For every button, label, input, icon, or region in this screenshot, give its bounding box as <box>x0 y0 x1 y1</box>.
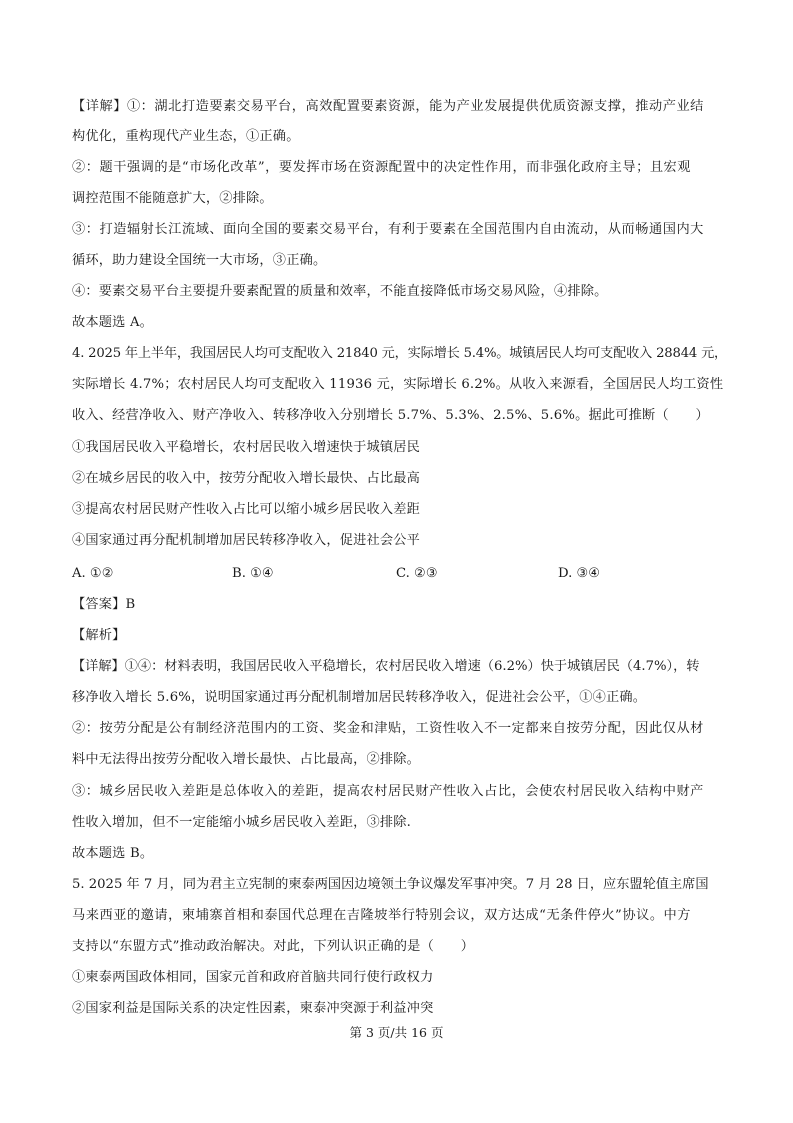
q4-stem-line-2: 实际增长 4.7%；农村居民人均可支配收入 11936 元，实际增长 6.2%。从收入来源看，全国居民人均工资性 <box>72 377 724 392</box>
q5-stem-line-3: 支持以“东盟方式”推动政治解决。对此，下列认识正确的是（ ） <box>72 939 475 954</box>
q3-detail-line-2: 构优化，重构现代产业生态，①正确。 <box>72 129 300 144</box>
q5-stem-line-1: 5. 2025 年 7 月，同为君主立宪制的柬泰两国因边境领土争议爆发军事冲突。7 月 28 日，应东盟轮值主席国 <box>72 877 709 892</box>
q4-detail-line-4: 料中无法得出按劳分配收入增长最快、占比最高，②排除。 <box>72 752 421 767</box>
q5-statement-2: ②国家利益是国际关系的决定性因素，柬泰冲突源于利益冲突 <box>72 1001 434 1016</box>
q4-detail-line-1: 【详解】①④：材料表明，我国居民收入平稳增长，农村居民收入增速（6.2%）快于城镇居民（4.7%），转 <box>72 659 700 674</box>
q4-conclusion: 故本题选 B。 <box>72 846 154 861</box>
q4-answer: 【答案】B <box>72 597 136 612</box>
q4-detail-line-3: ②：按劳分配是公有制经济范围内的工资、奖金和津贴，工资性收入不一定都来自按劳分配，因此仅从材 <box>72 721 704 736</box>
q4-analysis-label: 【解析】 <box>72 628 126 643</box>
q4-option-c: C. ②③ <box>396 566 438 581</box>
q4-statement-4: ④国家通过再分配机制增加居民转移净收入，促进社会公平 <box>72 533 421 548</box>
q3-detail-line-4: 调控范围不能随意扩大，②排除。 <box>72 191 273 206</box>
q4-option-b: B. ①④ <box>232 566 274 581</box>
q4-options <box>72 565 732 583</box>
q3-detail-line-7: ④：要素交易平台主要提升要素配置的质量和效率，不能直接降低市场交易风险，④排除。 <box>72 284 608 299</box>
page-footer: 第 3 页/共 16 页 <box>349 1025 444 1040</box>
q3-detail-line-1: 【详解】①：湖北打造要素交易平台，高效配置要素资源，能为产业发展提供优质资源支撑，推动产业结 <box>72 99 704 114</box>
q4-option-d: D. ③④ <box>558 566 601 581</box>
q4-detail-line-2: 移净收入增长 5.6%，说明国家通过再分配机制增加居民转移净收入，促进社会公平，①④正确。 <box>72 690 647 705</box>
q4-stem-line-3: 收入、经营净收入、财产净收入、转移净收入分别增长 5.7%、5.3%、2.5%、5.6%。据此可推断（ ） <box>72 408 709 423</box>
q3-detail-line-3: ②：题干强调的是“市场化改革”，要发挥市场在资源配置中的决定性作用，而非强化政府主导；且宏观 <box>72 160 692 175</box>
q4-detail-line-6: 性收入增加，但不一定能缩小城乡居民收入差距，③排除. <box>72 815 412 830</box>
q3-detail-line-6: 循环，助力建设全国统一大市场，③正确。 <box>72 253 327 268</box>
q4-statement-3: ③提高农村居民财产性收入占比可以缩小城乡居民收入差距 <box>72 502 421 517</box>
q5-stem-line-2: 马来西亚的邀请，柬埔寨首相和泰国代总理在吉隆坡举行特别会议，双方达成“无条件停火”协议。中方 <box>72 908 692 923</box>
q4-statement-2: ②在城乡居民的收入中，按劳分配收入增长最快、占比最高 <box>72 471 421 486</box>
q4-stem-line-1: 4. 2025 年上半年，我国居民人均可支配收入 21840 元，实际增长 5.4%。城镇居民人均可支配收入 28844 元， <box>72 346 728 361</box>
q3-detail-line-5: ③：打造辐射长江流域、面向全国的要素交易平台，有利于要素在全国范围内自由流动，从而畅通国内大 <box>72 222 704 237</box>
q4-option-a: A. ①② <box>72 566 114 581</box>
q3-conclusion: 故本题选 A。 <box>72 315 154 330</box>
q4-statement-1: ①我国居民收入平稳增长，农村居民收入增速快于城镇居民 <box>72 440 421 455</box>
q4-detail-line-5: ③：城乡居民收入差距是总体收入的差距，提高农村居民财产性收入占比，会使农村居民收入结构中财产 <box>72 784 704 799</box>
q5-statement-1: ①柬泰两国政体相同，国家元首和政府首脑共同行使行政权力 <box>72 970 434 985</box>
